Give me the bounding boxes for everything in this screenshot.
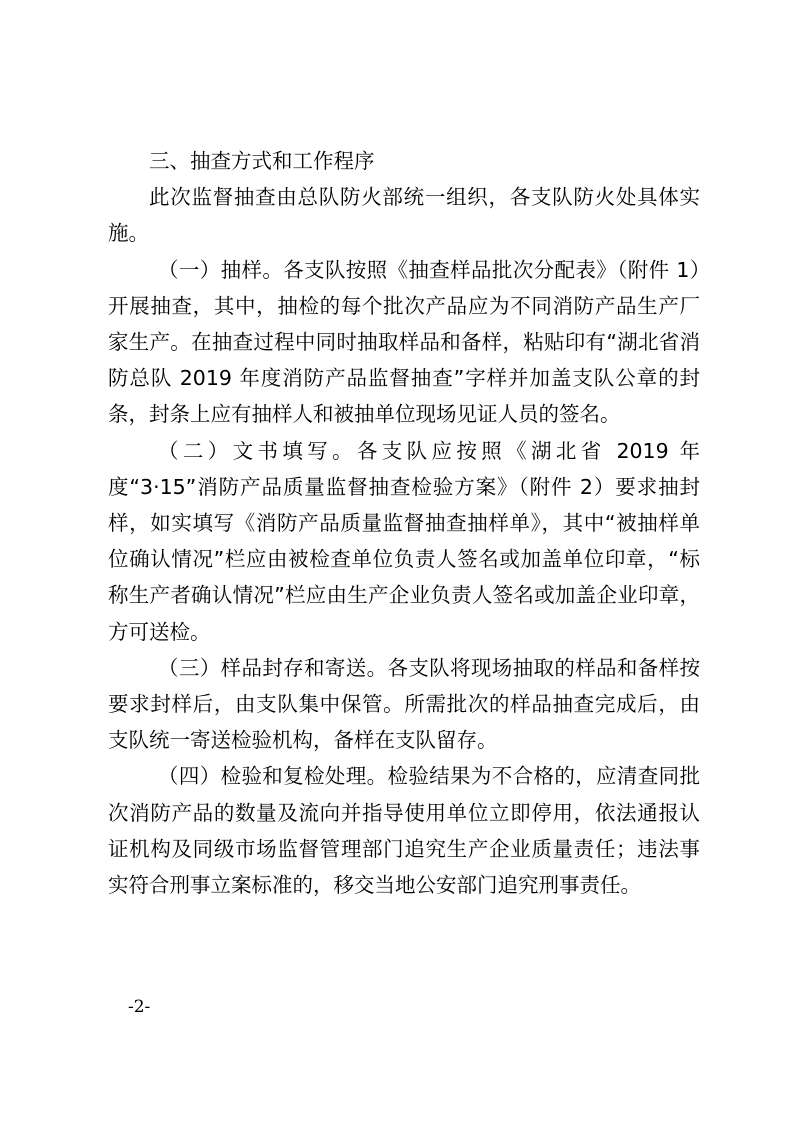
paragraph-document-filling: （二）文书填写。各支队应按照《湖北省 2019 年度“3·15”消防产品质量监督抽查检验方案》（附件 2）要求抽封样，如实填写《消防产品质量监督抽查抽样单》，其中“被抽样单位确认情况”栏应由被检查单位负责人签名或加盖单位印章，“标称生产者确认情况”栏应由生产企业负责人签名或加盖企业印章，方可送检。 — [108, 438, 700, 644]
paragraph-inspection: （四）检验和复检处理。检验结果为不合格的，应清查同批次消防产品的数量及流向并指导使用单位立即停用，依法通报认证机构及同级市场监督管理部门追究生产企业质量责任；违法事实符合刑事立案标准的，移交当地公安部门追究刑事责任。 — [108, 764, 700, 898]
paragraph-sample-storage: （三）样品封存和寄送。各支队将现场抽取的样品和备样按要求封样后，由支队集中保管。所需批次的样品抽查完成后，由支队统一寄送检验机构，备样在支队留存。 — [108, 655, 700, 753]
paragraph-sampling: （一）抽样。各支队按照《抽查样品批次分配表》（附件 1）开展抽查，其中，抽检的每个批次产品应为不同消防产品生产厂家生产。在抽查过程中同时抽取样品和备样，粘贴印有“湖北省消防总队 2019 年度消防产品监督抽查”字样并加盖支队公章的封条，封条上应有抽样人和被抽单位现场见证人员的签名。 — [108, 257, 700, 427]
document-body — [108, 143, 700, 903]
section-heading: 三、抽查方式和工作程序 — [149, 149, 375, 173]
intro-paragraph: 此次监督抽查由总队防火部统一组织，各支队防火处具体实施。 — [108, 185, 700, 246]
page-number: -2- — [128, 997, 151, 1017]
